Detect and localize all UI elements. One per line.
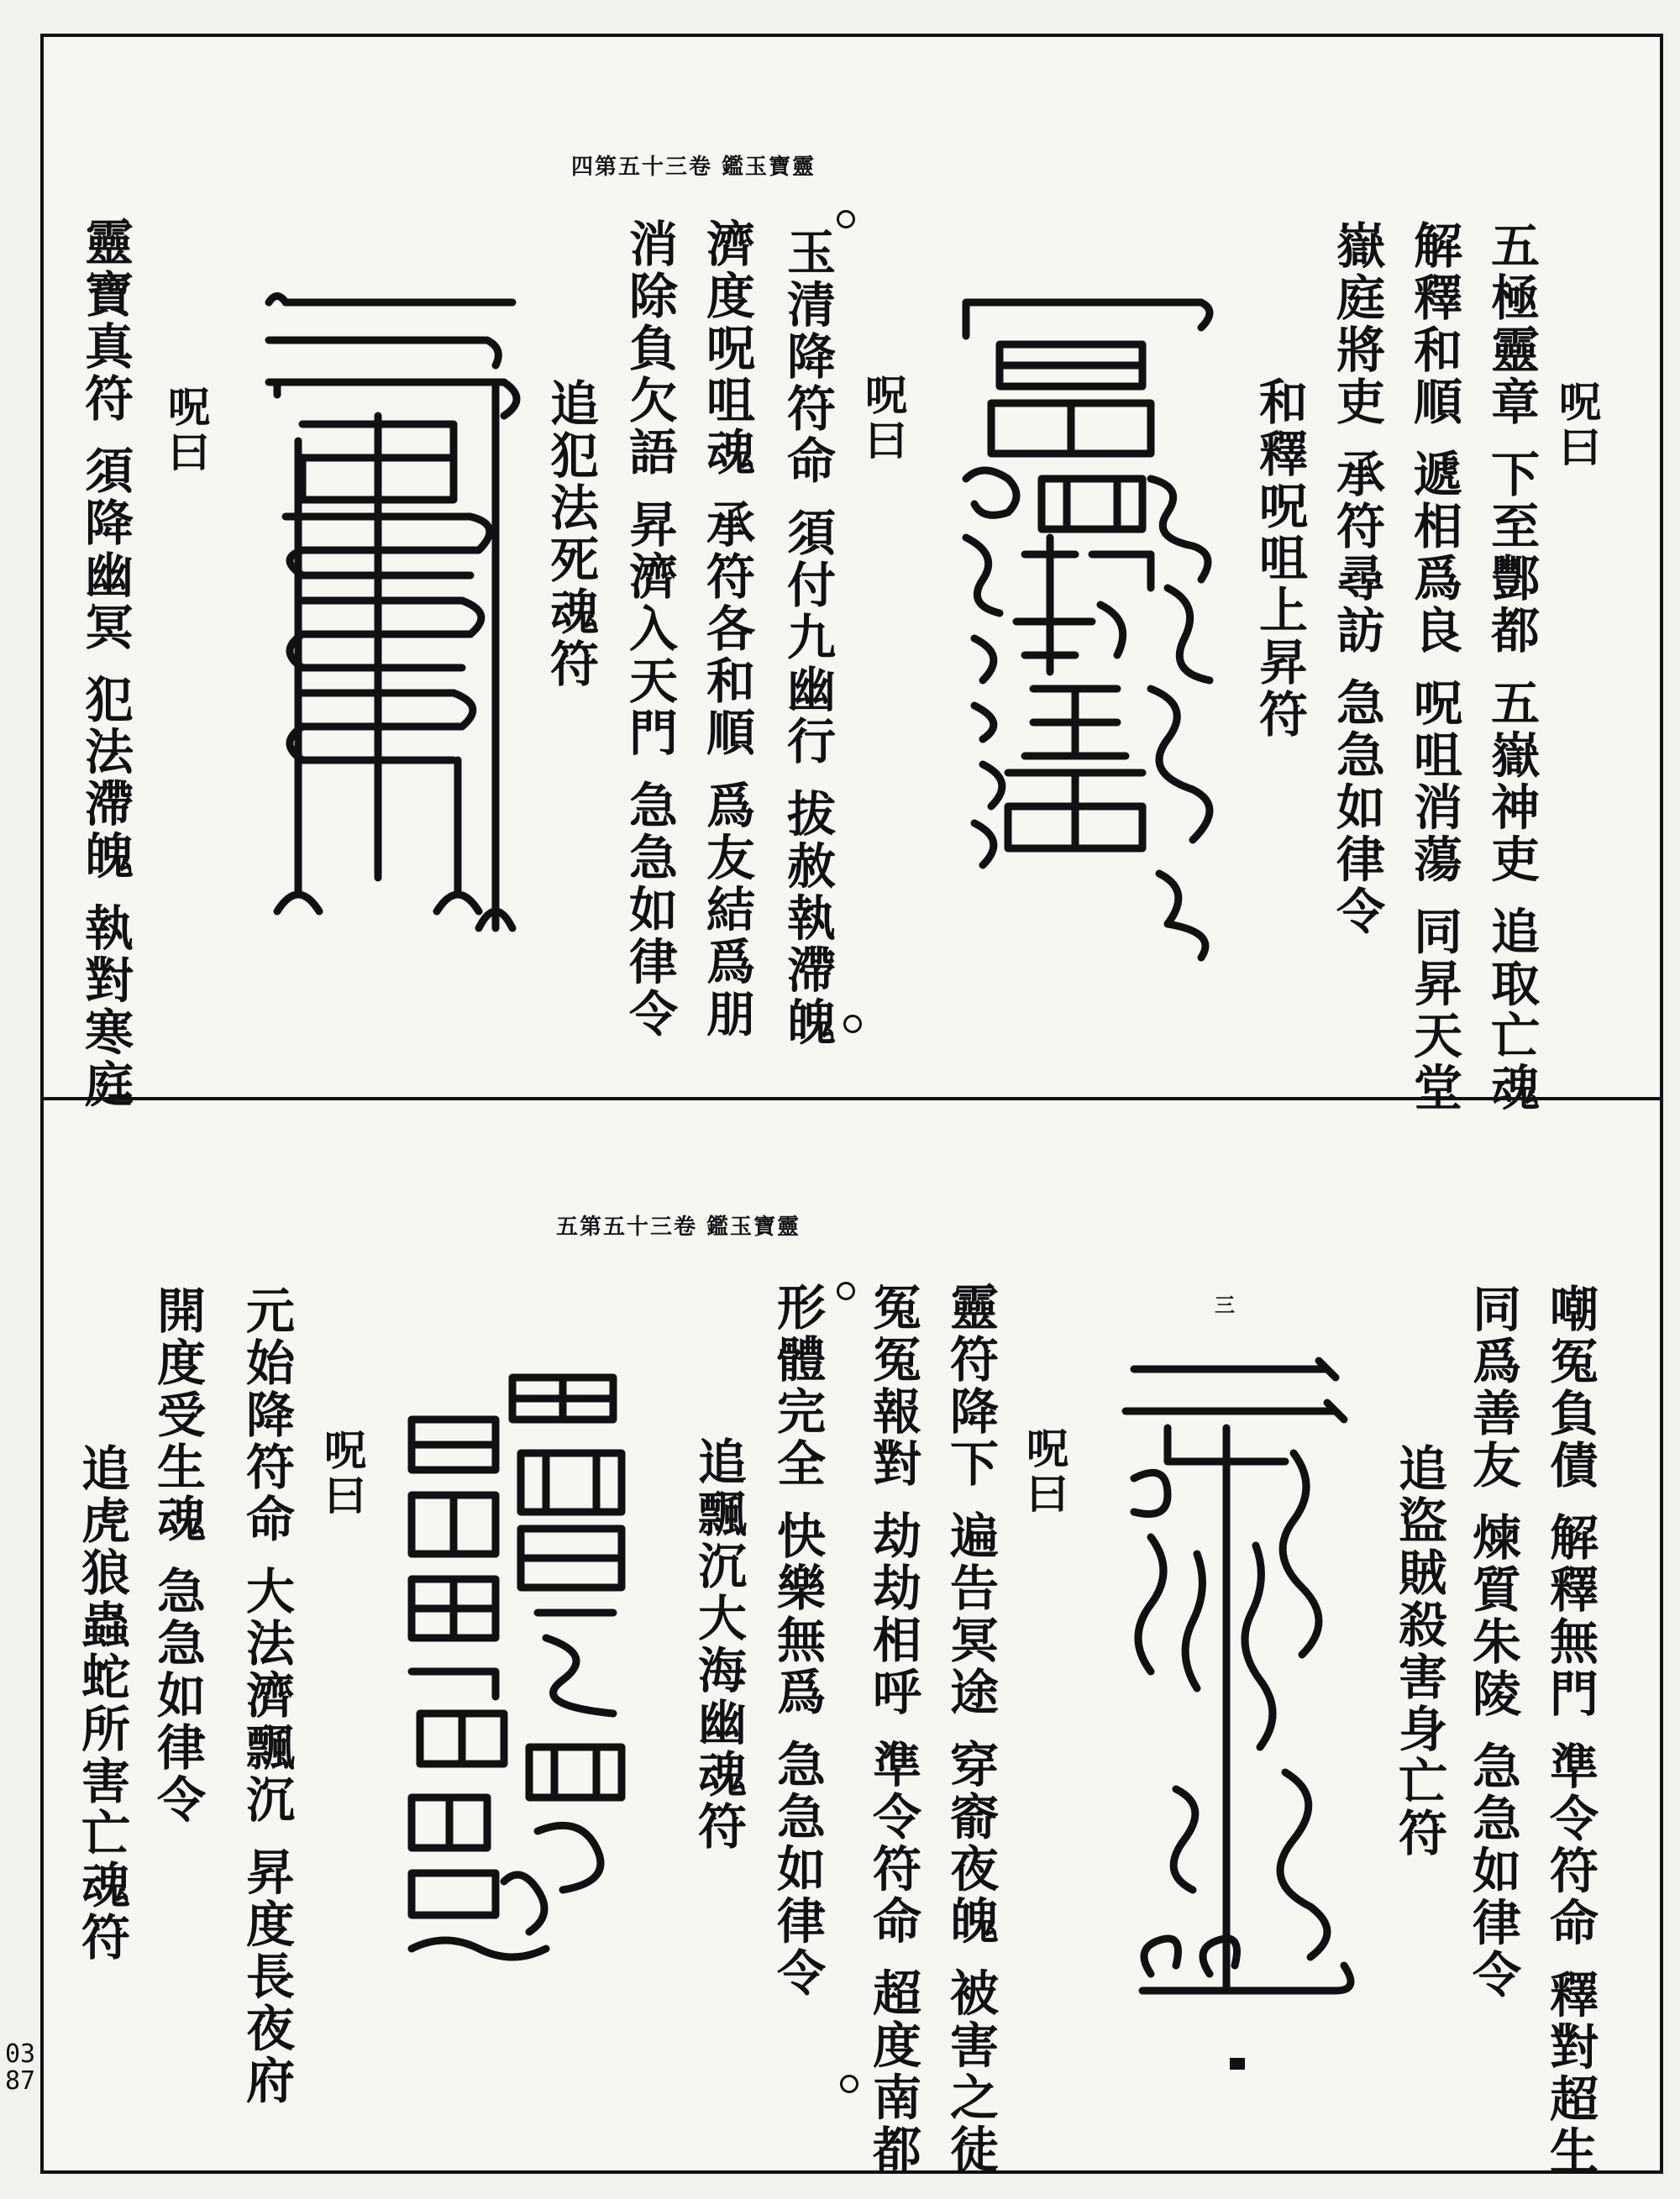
bottom-talisman-ink-dot (1230, 2058, 1245, 2070)
bottom-left-line-3: 追虎狼蟲蛇所害亡魂符 (73, 1443, 130, 1964)
page-number: 0387 (4, 2039, 36, 2096)
top-right-title: 呪曰 (1552, 380, 1602, 470)
bottom-middle-line-4: 追飄沉大海幽魂符 (690, 1436, 747, 1853)
bottom-left-talisman-seal (395, 1361, 680, 1999)
bottom-middle-line-3: 形體完全 快樂無爲 急急如律令 (769, 1282, 826, 2000)
bottom-middle-title: 呪曰 (1020, 1426, 1069, 1517)
bottom-right-line-1: 嘲冤負債 解釋無門 準令符命 釋對超生 (1541, 1283, 1599, 2178)
bottom-right-line-2: 同爲善友 煉質朱陵 急急如律令 (1464, 1283, 1521, 2002)
top-left-line-1: 靈寶真符 須降幽冥 犯法滯魄 執對寒庭 (76, 217, 134, 1111)
top-middle-marker-circle (837, 210, 855, 228)
top-right-line-3: 嶽庭將吏 承符尋訪 急急如律令 (1328, 220, 1385, 938)
top-middle-line-3: 消除負欠語 昇濟入天門 急急如律令 (621, 218, 678, 1041)
bottom-middle-line-1: 靈符降下 遍告冥途 穿窬夜魄 被害之徒 (942, 1282, 999, 2176)
top-middle-end-circle (843, 1015, 862, 1033)
bottom-left-line-2: 開度受生魂 急急如律令 (149, 1285, 206, 1827)
top-page-header: 靈寶玉鑑 卷三十五第四 (571, 155, 816, 180)
top-middle-line-4: 追犯法死魂符 (542, 378, 599, 690)
bottom-left-title: 呪曰 (318, 1428, 367, 1519)
bottom-page-header: 靈寶玉鑑 卷三十五第五 (556, 1215, 801, 1240)
bottom-left-line-1: 元始降符命 大法濟飄沉 昇度長夜府 (238, 1285, 295, 2107)
top-middle-line-1: 玉清降符命 須付九幽行 拔赦執滯魄 (779, 227, 836, 1049)
top-left-talisman-seal (252, 290, 538, 945)
top-middle-title: 呪曰 (858, 373, 908, 464)
top-left-title: 呪曰 (161, 385, 211, 475)
top-right-talisman-seal (949, 286, 1235, 958)
bottom-middle-line-2: 冤冤報對 劫劫相呼 準令符命 超度南都 (864, 1282, 921, 2176)
bottom-right-line-3: 追盜賊殺害身亡符 (1390, 1443, 1447, 1860)
top-middle-line-2: 濟度呪咀魂 承符各和順 爲友結爲朋 (698, 218, 755, 1041)
bottom-talisman-top-mark: 三 (1215, 1293, 1235, 1317)
top-right-line-1: 五極靈章 下至酆都 五嶽神吏 追取亡魂 (1483, 220, 1540, 1115)
top-right-line-4: 和釋呪咀上昇符 (1251, 376, 1308, 741)
bottom-middle-end-circle (840, 2075, 858, 2093)
bottom-middle-marker-circle (837, 1282, 855, 1300)
bottom-right-talisman-seal (1117, 1352, 1369, 2024)
top-right-line-2: 解釋和順 遞相爲良 呪咀消蕩 同昇天堂 (1405, 220, 1462, 1115)
